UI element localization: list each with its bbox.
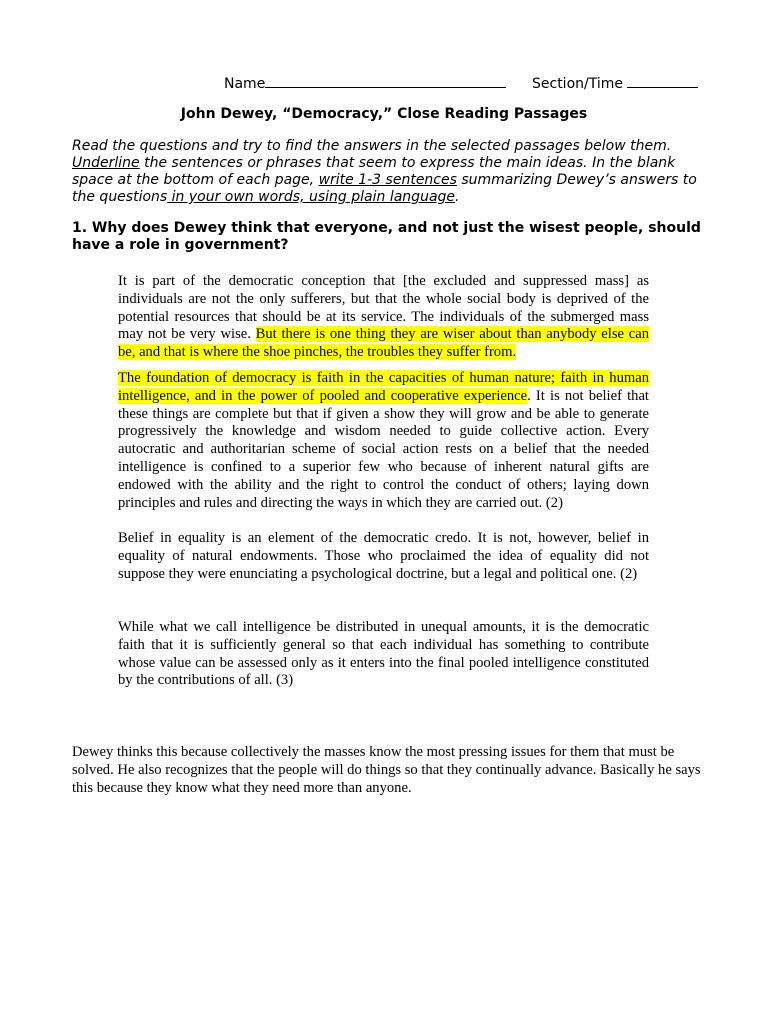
passage-3 (118, 530, 649, 583)
passage-4 (118, 619, 649, 690)
passage-2 (118, 370, 649, 512)
name-field[interactable] (224, 73, 506, 92)
passage-1-highlight: But there is one thing they are wiser about than anybody else can be, and that is where the shoe pinches, the troubles they suffer from. (118, 326, 650, 361)
instructions-underline-keyword: Underline (72, 155, 140, 171)
name-blank-line[interactable] (265, 73, 506, 88)
instructions-text-2: the sentences or phrases that seem to express the main ideas. In the blank space at the bottom of each page, (72, 155, 676, 188)
passage-1 (118, 273, 649, 362)
passage-4-text: While what we call intelligence be distributed in unequal amounts, it is the democratic faith that it is sufficiently general so that each individual has something to contribute whose value can be assessed only as it enters into the final pooled intelligence constituted by the contributions of all. (3) (118, 619, 649, 689)
instructions-text-1: Read the questions and try to find the answers in the selected passages below them. (72, 138, 672, 154)
passage-1-text: It is part of the democratic conception that [the excluded and suppressed mass] as individuals are not the only sufferers, but that the whole social body is deprived of the potential resources that should be at its service. The individuals of the submerged mass may not be very wise. (118, 273, 649, 343)
passage-3-text: Belief in equality is an element of the democratic credo. It is not, however, belief in equality of natural endowments. Those who proclaimed the idea of equality did not suppose they were enunciating a psychological doctrine, but a legal and political one. (2) (118, 530, 649, 582)
instructions-sentence-count: write 1-3 sentences (318, 172, 457, 188)
section-time-label: Section/Time (532, 76, 623, 92)
instructions-text-4: . (455, 189, 460, 205)
instructions-paragraph (72, 138, 702, 206)
passage-2-highlight: The foundation of democracy is faith in the capacities of human nature; faith in human intelligence, and in the power of pooled and cooperative experience (118, 370, 649, 404)
question-1: 1. Why does Dewey think that everyone, and not just the wisest people, should have a role in government? (72, 220, 701, 253)
instructions-own-words: in your own words, using plain language (167, 189, 456, 205)
instructions-text-3: summarizing Dewey’s answers to the questions (72, 172, 697, 205)
student-answer[interactable]: Dewey thinks this because collectively the masses know the most pressing issues for them that must be solved. He also recognizes that the people will do things so that they continually advance. Basically he says this because they know what they need more than anyone. (72, 744, 701, 796)
page-title: John Dewey, “Democracy,” Close Reading Passages (180, 106, 588, 122)
name-label: Name (224, 76, 266, 92)
section-time-field[interactable] (532, 73, 698, 92)
passage-2-text: . It is not belief that these things are complete but that if given a show they will grow and be able to generate progressively the knowledge and wisdom needed to guide collective action. Every autocratic and authoritarian scheme of social action rests on a belief that the needed intelligence is confined to a superior few who because of inherent natural gifts are endowed with the ability and the right to control the conduct of others; laying down principles and rules and directing the ways in which they are carried out. (2) (118, 387, 649, 511)
section-time-blank-line[interactable] (627, 73, 698, 88)
